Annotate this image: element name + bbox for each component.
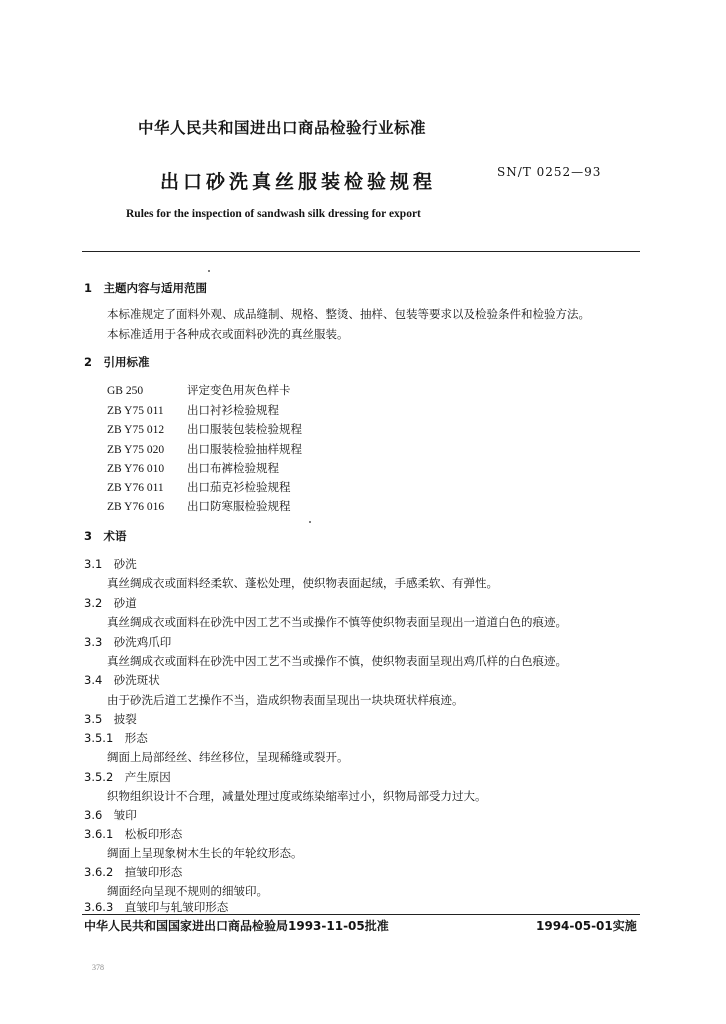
reference-item bbox=[107, 444, 302, 457]
clause-3-3-heading: 3.3 砂洗鸡爪印 bbox=[84, 635, 172, 649]
section-1-paragraph-1: 本标准规定了面料外观、成品缝制、规格、整烫、抽样、包装等要求以及检验条件和检验方法。 bbox=[107, 307, 590, 321]
clause-3-4-text: 由于砂洗后道工艺操作不当，造成织物表面呈现出一块块斑状样痕迹。 bbox=[107, 693, 464, 707]
reference-code: ZB Y75 020 bbox=[107, 444, 165, 456]
clause-3-6-2-heading: 3.6.2 揎皱印形态 bbox=[84, 865, 183, 879]
clause-3-2-text: 真丝绸成衣或面料在砂洗中因工艺不当或操作不慎等使织物表面呈现出一道道白色的痕迹。 bbox=[107, 615, 567, 629]
clause-3-6-1-heading: 3.6.1 松板印形态 bbox=[84, 827, 183, 841]
clause-3-2-heading: 3.2 砂道 bbox=[84, 596, 137, 610]
reference-item bbox=[107, 482, 291, 495]
clause-3-3-text: 真丝绸成衣或面料在砂洗中因工艺不当或操作不慎，使织物表面呈现出鸡爪样的白色痕迹。 bbox=[107, 654, 567, 668]
scan-speck bbox=[208, 270, 210, 272]
clause-3-1-text: 真丝绸成衣或面料经柔软、蓬松处理，使织物表面起绒，手感柔软、有弹性。 bbox=[107, 576, 498, 590]
clause-3-5-1-text: 绸面上局部经丝、纬丝移位，呈现稀缝或裂开。 bbox=[107, 750, 349, 764]
reference-code: ZB Y76 016 bbox=[107, 501, 165, 513]
approval-statement: 中华人民共和国国家进出口商品检验局1993-11-05批准 bbox=[84, 919, 389, 933]
reference-item bbox=[107, 424, 302, 437]
reference-item bbox=[107, 385, 291, 398]
section-1-paragraph-2: 本标准适用于各种成衣或面料砂洗的真丝服装。 bbox=[107, 327, 349, 341]
reference-item bbox=[107, 405, 279, 418]
clause-3-5-2-heading: 3.5.2 产生原因 bbox=[84, 770, 171, 784]
reference-title: 出口服装检验抽样规程 bbox=[187, 442, 302, 456]
reference-title: 出口布裤检验规程 bbox=[187, 461, 279, 475]
effective-date: 1994-05-01实施 bbox=[536, 919, 637, 933]
reference-title: 出口服装包装检验规程 bbox=[187, 422, 302, 436]
issuing-organization: 中华人民共和国进出口商品检验行业标准 bbox=[138, 119, 427, 137]
clause-3-5-2-text: 织物组织设计不合理，减量处理过度或练染缩率过小，织物局部受力过大。 bbox=[107, 789, 487, 803]
clause-3-6-2-text: 绸面经向呈现不规则的细皱印。 bbox=[107, 884, 268, 898]
section-2-heading: 2 引用标准 bbox=[84, 355, 150, 369]
reference-title: 出口衬衫检验规程 bbox=[187, 403, 279, 417]
reference-code: ZB Y76 010 bbox=[107, 463, 165, 475]
section-3-heading: 3 术语 bbox=[84, 529, 127, 543]
clause-3-4-heading: 3.4 砂洗斑状 bbox=[84, 673, 160, 687]
reference-code: ZB Y76 011 bbox=[107, 482, 164, 494]
page-number: 378 bbox=[92, 963, 104, 972]
document-title: 出口砂洗真丝服装检验规程 bbox=[160, 171, 437, 193]
section-1-heading: 1 主题内容与适用范围 bbox=[84, 281, 208, 295]
reference-title: 出口茄克衫检验规程 bbox=[187, 480, 291, 494]
clause-3-6-3-heading: 3.6.3 直皱印与轧皱印形态 bbox=[84, 900, 229, 914]
reference-code: GB 250 bbox=[107, 385, 144, 397]
standard-code: SN/T 0252—93 bbox=[497, 165, 602, 179]
header-divider bbox=[82, 251, 640, 252]
reference-item bbox=[107, 463, 279, 476]
reference-title: 评定变色用灰色样卡 bbox=[187, 383, 291, 397]
footer-divider bbox=[82, 914, 640, 915]
clause-3-5-heading: 3.5 披裂 bbox=[84, 712, 137, 726]
clause-3-6-1-text: 绸面上呈现象树木生长的年轮纹形态。 bbox=[107, 846, 303, 860]
english-title: Rules for the inspection of sandwash silk dressing for export bbox=[126, 208, 421, 220]
clause-3-1-heading: 3.1 砂洗 bbox=[84, 557, 137, 571]
clause-3-6-heading: 3.6 皱印 bbox=[84, 808, 137, 822]
scan-speck bbox=[309, 521, 311, 523]
reference-title: 出口防寒服检验规程 bbox=[187, 499, 291, 513]
reference-code: ZB Y75 012 bbox=[107, 424, 165, 436]
reference-code: ZB Y75 011 bbox=[107, 405, 164, 417]
clause-3-5-1-heading: 3.5.1 形态 bbox=[84, 731, 148, 745]
reference-item bbox=[107, 501, 291, 514]
